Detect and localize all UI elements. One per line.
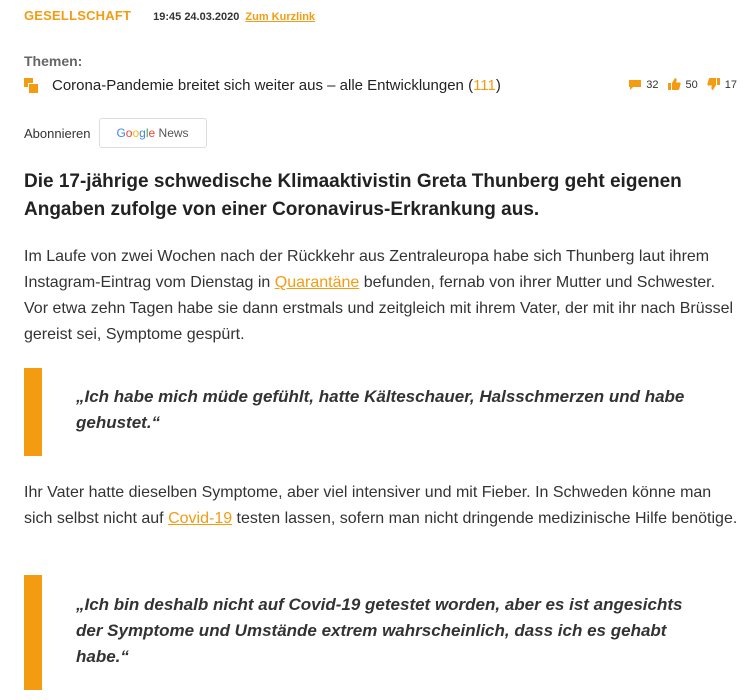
comment-count: 32 bbox=[646, 79, 659, 91]
topic-icon bbox=[24, 78, 38, 92]
comment-icon[interactable] bbox=[629, 80, 641, 90]
dislike-count: 17 bbox=[724, 79, 737, 91]
thumbs-up-icon[interactable] bbox=[668, 78, 681, 93]
quote-bar bbox=[24, 368, 42, 456]
topic-link[interactable] bbox=[52, 77, 501, 94]
quote-bar bbox=[24, 575, 42, 690]
blockquote-2 bbox=[24, 575, 724, 690]
like-count: 50 bbox=[685, 79, 698, 91]
google-news-button[interactable] bbox=[99, 118, 207, 148]
reaction-stats bbox=[620, 78, 737, 93]
subscribe-bar bbox=[24, 118, 207, 148]
topic-row bbox=[24, 74, 737, 96]
topic-count: (111) bbox=[468, 76, 501, 94]
topic-title[interactable]: Corona-Pandemie breitet sich weiter aus – alle Entwicklungen bbox=[52, 76, 464, 94]
quarantine-link[interactable]: Quarantäne bbox=[274, 274, 360, 291]
google-logo: Google bbox=[116, 126, 156, 140]
subscribe-label: Abonnieren bbox=[24, 125, 91, 141]
short-link[interactable]: Zum Kurzlink bbox=[245, 11, 316, 23]
quote-text-1: „Ich habe mich müde gefühlt, hatte Kälteschauer, Halsschmerzen und habe gehustet.“ bbox=[76, 387, 685, 432]
covid-link[interactable]: Covid-19 bbox=[168, 510, 233, 527]
google-news-label: News bbox=[158, 126, 189, 140]
section-label[interactable]: GESELLSCHAFT bbox=[24, 8, 132, 23]
blockquote-1 bbox=[24, 368, 724, 456]
article-headline: Die 17-jährige schwedische Klimaaktivistin Greta Thunberg geht eigenen Angaben zufolge von einer Coronavirus-Erkrankung aus. bbox=[24, 171, 682, 220]
article-meta-bar bbox=[24, 8, 315, 23]
timestamp: 19:45 24.03.2020 bbox=[153, 11, 240, 23]
article-paragraph-2: Ihr Vater hatte dieselben Symptome, aber viel intensiver und mit Fieber. In Schweden könne man sich selbst nicht auf Covid-19 testen lassen, sofern man nicht dringende medizinische Hilfe benötige. bbox=[24, 484, 738, 527]
quote-text-2: „Ich bin deshalb nicht auf Covid-19 getestet worden, aber es ist angesichts der Symptome und Umstände extrem wahrscheinlich, dass ich es gehabt habe.“ bbox=[76, 595, 683, 666]
article-paragraph-1: Im Laufe von zwei Wochen nach der Rückkehr aus Zentraleuropa habe sich Thunberg laut ihrem Instagram-Eintrag vom Dienstag in Quarantäne befunden, fernab von ihrer Mutter und Schwester. Vor etwa zehn Tagen habe sie dann erstmals und zeitgleich mit ihrem Vater, der mit ihr nach Brüssel gereist sei, Symptome gespürt. bbox=[24, 248, 734, 343]
topics-label: Themen: bbox=[24, 53, 83, 69]
thumbs-down-icon[interactable] bbox=[707, 78, 720, 93]
